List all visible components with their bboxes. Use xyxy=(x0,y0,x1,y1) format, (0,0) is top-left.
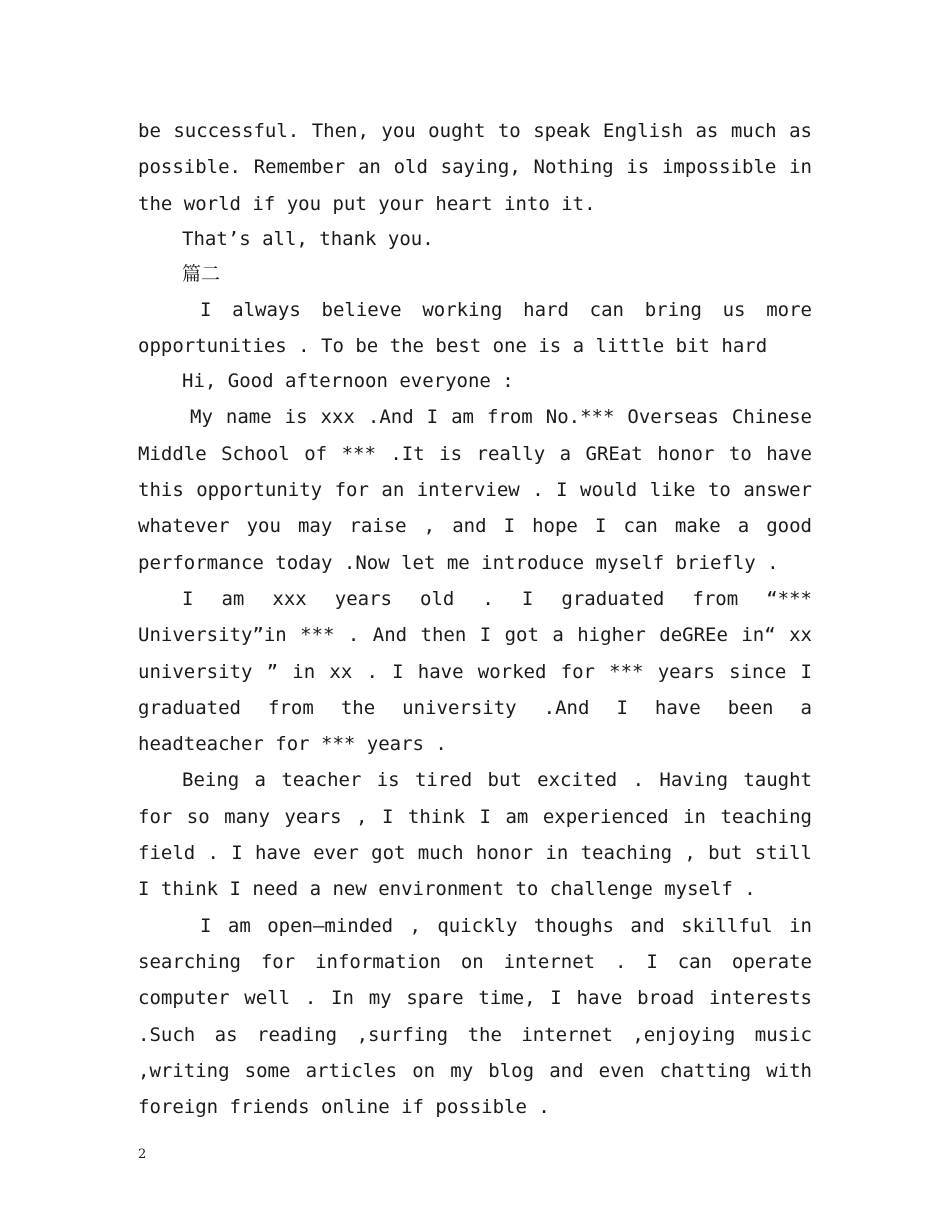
paragraph-introduction: My name is xxx .And I am from No.*** Overseas Chinese Middle School of *** .It is really a GREat honor to have this opportunity for an interview . I would like to answer whatever you may raise , and I hope I can make a good performance today .Now let me introduce myself briefly . xyxy=(138,406,812,574)
paragraph-greeting: Hi, Good afternoon everyone : xyxy=(182,370,514,393)
paragraph-interests: I am open—minded , quickly thoughs and skillful in searching for information on internet . I can operate computer well . In my spare time, I have broad interests .Such as reading ,surfing the internet ,enjoying music ,writing some articles on my blog and even chatting with foreign friends online if possible . xyxy=(138,914,812,1119)
paragraph-closing: That’s all, thank you. xyxy=(182,227,434,250)
paragraph-experience: Being a teacher is tired but excited . Having taught for so many years , I think I am experienced in teaching field . I have ever got much honor in teaching , but still I think I need a new environment to challenge myself . xyxy=(138,769,812,901)
document-body xyxy=(138,113,812,1125)
section-heading: 篇二 xyxy=(182,262,221,285)
paragraph-background: I am xxx years old . I graduated from “*** University”in *** . And then I got a higher deGREe in“ xx university ” in xx . I have worked for *** years since I graduated from the university .And I have been a headteacher for *** years . xyxy=(138,587,812,756)
page-number: 2 xyxy=(138,1147,147,1162)
paragraph-continuation: be successful. Then, you ought to speak English as much as possible. Remember an old saying, Nothing is impossible in the world if you put your heart into it. xyxy=(138,120,812,215)
paragraph-belief: I always believe working hard can bring us more opportunities . To be the best one is a little bit hard xyxy=(138,298,812,358)
